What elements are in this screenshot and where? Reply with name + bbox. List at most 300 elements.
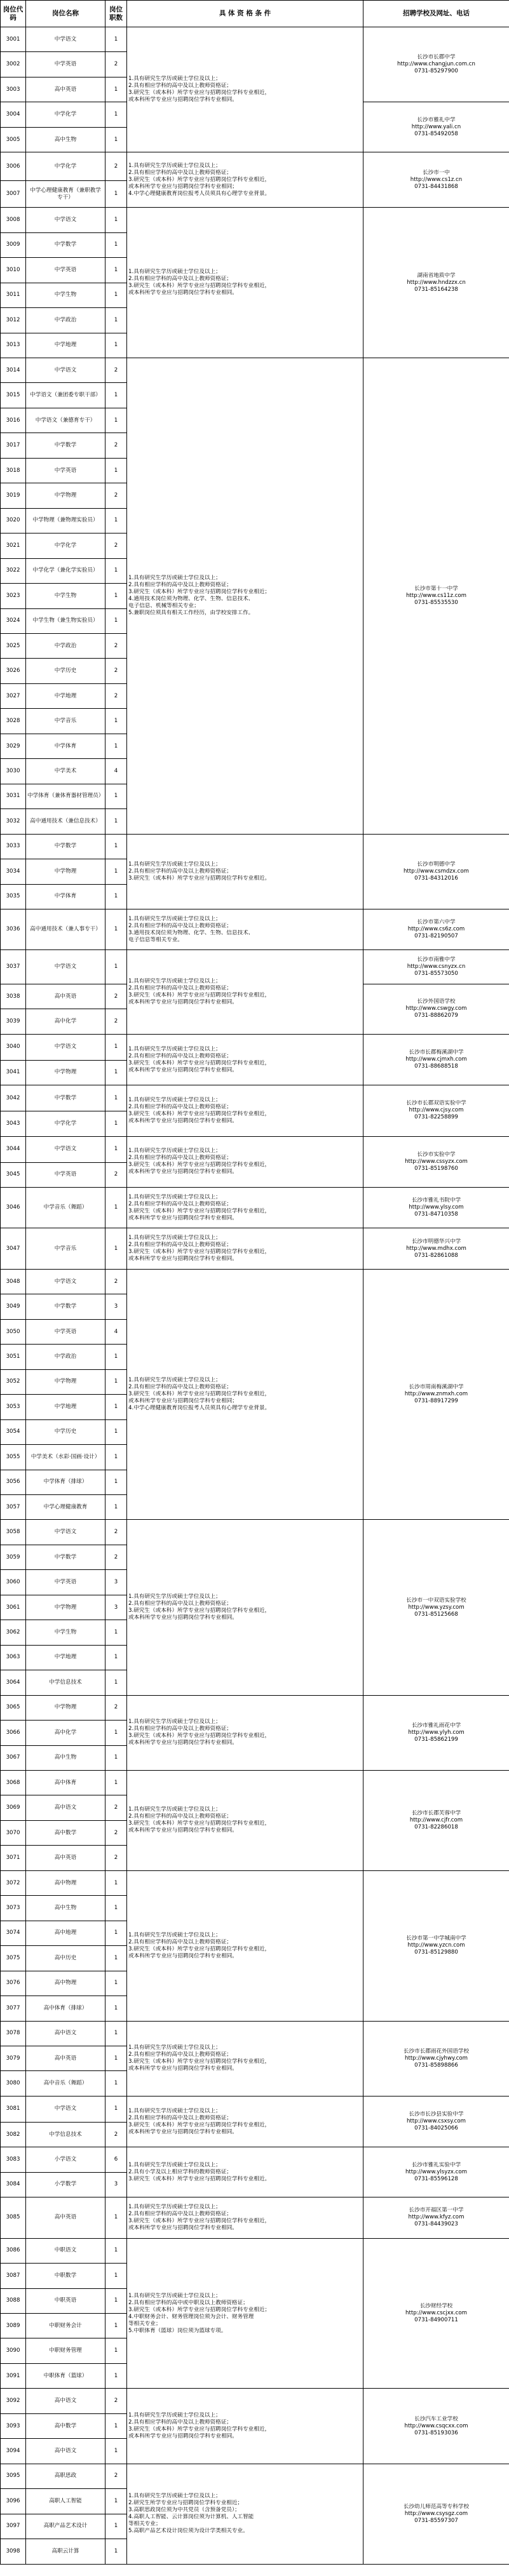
requirement-line: 1.具有研究生学历或硕士学位及以上； (128, 1593, 221, 1600)
school-name: 长沙外国语学校 (417, 998, 456, 1005)
post-code: 3024 (1, 608, 26, 633)
school-cell (363, 1695, 509, 1770)
post-name: 高中通用技术（兼信息技术） (26, 809, 105, 834)
post-name: 中学地理 (26, 1395, 105, 1419)
post-code: 3050 (1, 1319, 26, 1344)
requirement-line: 1.具有研究生学历或硕士学位及以上； (128, 1045, 221, 1052)
post-code: 3067 (1, 1745, 26, 1770)
requirement-line: 1.具有研究生学历或硕士学位及以上； (128, 2107, 221, 2114)
post-count: 1 (105, 2288, 127, 2313)
table-row (1, 208, 509, 232)
post-code: 3012 (1, 308, 26, 333)
post-name: 中学地理 (26, 333, 105, 358)
school-url[interactable]: http://www.csmdzx.com (403, 868, 470, 875)
post-name: 高职产品艺术设计 (26, 2514, 105, 2539)
post-count: 1 (105, 584, 127, 608)
school-name: 长沙市实验中学 (417, 1151, 456, 1158)
requirement-line: 4.通用技术岗位须为物理、化学、生物、信息技术、 (128, 596, 254, 603)
post-code: 3023 (1, 584, 26, 608)
school-name: 长沙市第十一中学 (414, 585, 458, 592)
requirement-line: 2.具有相应学科的高中及以上教师资格证； (128, 1242, 232, 1249)
post-name: 中学心理健康教育 (26, 1495, 105, 1520)
requirements-cell (127, 358, 363, 835)
requirement-line: 3.研究生（或本科）所学专业应与招聘岗位学科专业相近， (128, 1607, 271, 1614)
post-name: 中学语文 (26, 358, 105, 383)
post-code: 3007 (1, 180, 26, 207)
school-name: 长沙市开福区第一中学 (409, 2207, 464, 2214)
post-code: 3028 (1, 709, 26, 734)
requirement-line: 4.高职人工智能、云计算岗位须为计算机、人工智能 (128, 2514, 254, 2521)
requirement-line: 3.研究生（或本科）所学专业应与招聘岗位学科专业相近， (128, 283, 271, 290)
post-name: 中学化学 (26, 1111, 105, 1136)
school-cell (363, 2096, 509, 2147)
post-name: 中学生物 (26, 1620, 105, 1645)
post-count: 3 (105, 1294, 127, 1319)
table-row (1, 2147, 509, 2172)
requirement-line: 2.具有相应学科的高中及以上教师资格证； (128, 582, 232, 589)
school-url[interactable]: http://www.cjmxh.com (405, 1056, 467, 1063)
school-cell (363, 358, 509, 835)
post-count: 2 (105, 2464, 127, 2488)
post-code: 3084 (1, 2172, 26, 2197)
requirement-line: 1.具有研究生学历或硕士学位及以上； (128, 162, 221, 169)
requirement-line: 3.研究生（或本科）所学专业应与招聘岗位学科专业相近。 (128, 2175, 271, 2182)
post-name: 中学音乐 (26, 709, 105, 734)
table-row (1, 1188, 509, 1228)
school-url[interactable]: http://www.cssyzx.com (405, 1158, 468, 1165)
post-name: 中学化学 (26, 102, 105, 127)
requirement-line: 3.研究生（或本科）所学专业应与招聘岗位学科专业相近， (128, 2058, 271, 2065)
school-cell (363, 1520, 509, 1695)
requirement-line: 2.具有相应学科的高中及以上教师资格证； (128, 1938, 232, 1945)
table-row (1, 834, 509, 859)
school-phone: 0731-88688518 (414, 1063, 458, 1070)
school-url[interactable]: http://www.ylsyzx.com (405, 2168, 468, 2175)
post-code: 3047 (1, 1228, 26, 1269)
school-phone: 0731-88862079 (414, 1012, 458, 1019)
post-count: 2 (105, 659, 127, 683)
post-code: 3063 (1, 1645, 26, 1670)
school-name: 长沙市明德中学 (417, 861, 456, 868)
post-code: 3091 (1, 2363, 26, 2388)
requirement-line: 或本科所学专业应与招聘岗位学科专业相同。 (128, 1214, 238, 1221)
school-url[interactable]: http://www.cswgy.com (405, 1005, 467, 1012)
requirement-line: 3.高职思政岗位须为中共党员（含预备党员）； (128, 2507, 240, 2514)
post-code: 3030 (1, 759, 26, 784)
post-code: 3051 (1, 1345, 26, 1369)
requirement-line: 或本科所学专业应与招聘岗位学科专业相同。 (128, 999, 238, 1006)
post-name: 高中体育（排球） (26, 1996, 105, 2021)
school-cell (363, 1771, 509, 1871)
post-count: 2 (105, 533, 127, 558)
school-url[interactable]: http://www.yzcn.com (407, 1942, 465, 1949)
post-code: 3034 (1, 859, 26, 884)
post-code: 3068 (1, 1771, 26, 1795)
requirement-line: 2.具有相应学科的高中及以上教师资格证； (128, 83, 232, 90)
post-name: 小学语文 (26, 2147, 105, 2172)
requirement-line: 2.具有相应学科的高中及以上教师资格证； (128, 2051, 232, 2058)
post-count: 1 (105, 709, 127, 734)
school-url[interactable]: http://www.cs6z.com (407, 926, 465, 933)
school-url[interactable]: http://www.cscjxx.com (405, 2310, 467, 2317)
post-code: 3080 (1, 2071, 26, 2096)
post-count: 1 (105, 232, 127, 257)
school-name: 长沙市雅礼实验中学 (411, 2161, 461, 2168)
post-count: 1 (105, 734, 127, 758)
school-url[interactable]: http://www.hndzzx.cn (407, 279, 466, 286)
post-name: 中学数学 (26, 1545, 105, 1569)
school-phone: 0731-85125668 (414, 1611, 458, 1618)
requirement-line: 3.研究生（或本科）所学专业应与招聘岗位学科专业相近， (128, 1945, 271, 1952)
school-cell (363, 909, 509, 950)
table-row (1, 909, 509, 950)
post-name: 高中数学 (26, 2413, 105, 2438)
requirements-cell (127, 27, 363, 152)
requirement-line: 或本科所学专业应与招聘岗位学科专业相同。 (128, 1066, 238, 1073)
post-count: 1 (105, 859, 127, 884)
table-row (1, 2096, 509, 2122)
post-name: 中学语文 (26, 1520, 105, 1545)
school-url[interactable]: http://www.znmxh.com (404, 1391, 468, 1398)
school-name: 长沙市周南梅溪湖中学 (409, 1384, 464, 1391)
post-code: 3059 (1, 1545, 26, 1569)
post-code: 3064 (1, 1670, 26, 1695)
requirement-line: 2.具有相应学科的高中及以上教师资格证； (128, 276, 232, 283)
post-code: 3090 (1, 2338, 26, 2363)
post-count: 1 (105, 1996, 127, 2021)
post-count: 2 (105, 1009, 127, 1034)
post-name: 高中英语 (26, 2197, 105, 2238)
post-name: 中学体育 (26, 734, 105, 758)
requirement-line: 或本科所学专业应与招聘岗位学科专业相同； (128, 1398, 238, 1405)
school-name: 长沙市雅礼中学 (417, 116, 456, 123)
post-name: 高中语文 (26, 2439, 105, 2464)
header-num: 岗位职数 (105, 1, 127, 27)
table-row (1, 1228, 509, 1269)
school-cell (363, 1870, 509, 2021)
post-count: 1 (105, 1896, 127, 1921)
post-name: 高中化学 (26, 1721, 105, 1745)
post-code: 3057 (1, 1495, 26, 1520)
post-count: 1 (105, 127, 127, 152)
post-name: 中学政治 (26, 308, 105, 333)
requirement-line: 2.具有相应学科的高中及以上教师资格证； (128, 1600, 232, 1607)
school-cell (363, 1085, 509, 1136)
school-url[interactable]: http://www.cjfr.com (409, 1816, 463, 1823)
post-name: 高中英语 (26, 984, 105, 1009)
school-phone: 0731-85297900 (414, 68, 458, 75)
school-url[interactable]: http://www.mdhx.com (406, 1245, 466, 1252)
post-name: 中学生物 (26, 283, 105, 307)
post-count: 1 (105, 1419, 127, 1444)
school-phone: 0731-85198760 (414, 1165, 458, 1172)
post-name: 中学地理 (26, 1645, 105, 1670)
post-name: 中学化学 (26, 533, 105, 558)
requirement-line: 或本科所学专业应与招聘岗位学科专业相同。 (128, 1740, 238, 1747)
school-phone: 0731-85193036 (414, 2429, 458, 2436)
post-count: 1 (105, 1645, 127, 1670)
requirement-line: 4.中学心理健康教育岗位报考人员须具有心理学专业背景。 (128, 190, 271, 197)
post-code: 3096 (1, 2489, 26, 2514)
post-code: 3066 (1, 1721, 26, 1745)
table-row (1, 1136, 509, 1162)
post-count: 1 (105, 1136, 127, 1162)
requirement-line: 5.兼职岗位须具有相关工作经历，由学校安排工作。 (128, 610, 254, 617)
requirement-line: 3.研究生（或本科）所学专业应与招聘岗位学科专业相近， (128, 1059, 271, 1066)
table-row (1, 358, 509, 383)
post-count: 2 (105, 1520, 127, 1545)
school-name: 长沙市长郡梅溪湖中学 (409, 1049, 464, 1056)
requirements-cell (127, 2197, 363, 2238)
post-count: 1 (105, 1771, 127, 1795)
post-code: 3039 (1, 1009, 26, 1034)
post-count: 2 (105, 433, 127, 458)
school-url[interactable]: http://www.csysgz.com (404, 2510, 468, 2517)
requirements-cell (127, 909, 363, 950)
post-code: 3037 (1, 950, 26, 984)
school-url[interactable]: http://www.kfyz.com (408, 2214, 465, 2221)
requirement-line: 1.具有研究生学历或硕士学位及以上； (128, 1235, 221, 1242)
post-name: 中学历史 (26, 659, 105, 683)
post-code: 3052 (1, 1369, 26, 1394)
post-count: 1 (105, 1670, 127, 1695)
post-name: 中职语文 (26, 2238, 105, 2263)
post-name: 中学体育（兼体育器材管理员） (26, 784, 105, 808)
requirement-line: 1.具有研究生学历或硕士学位及以上； (128, 1096, 221, 1103)
post-count: 1 (105, 1060, 127, 1085)
post-code: 3077 (1, 1996, 26, 2021)
post-code: 3078 (1, 2021, 26, 2046)
post-count: 1 (105, 2046, 127, 2070)
requirement-line: 1.具有研究生学历或硕士学位及以上； (128, 269, 221, 276)
post-name: 中学数学 (26, 232, 105, 257)
requirement-line: 2.具有相应学科的高中及以上教师资格证； (128, 922, 232, 929)
post-code: 3025 (1, 634, 26, 659)
requirement-line: 3.研究生（或本科）所学专业应与招聘岗位学科专业相近， (128, 1733, 271, 1740)
school-phone: 0731-85535530 (414, 599, 458, 606)
header-code: 岗位代码 (1, 1, 26, 27)
post-code: 3083 (1, 2147, 26, 2172)
post-code: 3087 (1, 2264, 26, 2288)
post-name: 中学数学 (26, 433, 105, 458)
school-phone: 0731-82258899 (414, 1114, 458, 1121)
post-count: 3 (105, 1570, 127, 1595)
table-row (1, 2389, 509, 2413)
header-school: 招聘学校及网址、电话 (363, 1, 509, 27)
post-count: 1 (105, 2413, 127, 2438)
requirement-line: 或本科所学专业应与招聘岗位学科专业相同。 (128, 2433, 238, 2440)
post-count: 1 (105, 258, 127, 283)
requirement-line: 1.具有研究生学历或硕士学位及以上； (128, 1806, 221, 1813)
school-name: 长沙市南雅中学 (417, 956, 456, 963)
requirements-cell (127, 1870, 363, 2021)
school-name: 长沙市长沙县实验中学 (409, 2111, 464, 2118)
post-count: 1 (105, 2264, 127, 2288)
post-count: 1 (105, 2363, 127, 2388)
post-code: 3054 (1, 1419, 26, 1444)
post-code: 3010 (1, 258, 26, 283)
post-name: 中学英语 (26, 258, 105, 283)
post-name: 高职思政 (26, 2464, 105, 2488)
school-phone: 0731-88917299 (414, 1398, 458, 1405)
post-name: 中学语文 (26, 1269, 105, 1294)
school-url[interactable]: http://www.ylyh.com (408, 1729, 465, 1736)
school-phone: 0731-82190507 (414, 933, 458, 940)
post-name: 中学体育（排球） (26, 1470, 105, 1494)
table-row (1, 2238, 509, 2263)
header-requirements: 具 体 资 格 条 件 (127, 1, 363, 27)
school-url[interactable]: http://www.changjun.com.cn (397, 61, 475, 68)
post-name: 中学物理 (26, 1369, 105, 1394)
post-code: 3016 (1, 408, 26, 433)
post-count: 2 (105, 634, 127, 659)
school-phone: 0731-84710358 (414, 1211, 458, 1218)
post-name: 中学心理健康教育（兼职教学专干） (26, 180, 105, 207)
requirement-line: 或本科所学专业应与招聘岗位学科专业相同。 (128, 1169, 238, 1176)
requirement-line: 或本科所学专业应与招聘岗位学科专业相同。 (128, 97, 238, 104)
school-url[interactable]: http://www.yzsy.com (408, 1604, 465, 1611)
post-count: 1 (105, 2314, 127, 2338)
school-url[interactable]: http://www.csnyzx.cn (407, 963, 466, 970)
post-code: 3040 (1, 1034, 26, 1060)
requirement-line: 1.具有研究生学历或硕士学位及以上； (128, 915, 221, 922)
school-cell (363, 1228, 509, 1269)
table-row (1, 1520, 509, 1545)
post-count: 1 (105, 2489, 127, 2514)
post-name: 高中生物 (26, 1745, 105, 1770)
post-code: 3049 (1, 1294, 26, 1319)
post-name: 中学语文（兼团委专职干部） (26, 383, 105, 408)
post-count: 1 (105, 308, 127, 333)
table-row (1, 1269, 509, 1294)
post-name: 中学数学 (26, 1085, 105, 1111)
post-name: 中学物理（兼物理实验员） (26, 508, 105, 533)
post-count: 2 (105, 483, 127, 508)
post-name: 高中语文 (26, 2021, 105, 2046)
post-name: 中学语文 (26, 950, 105, 984)
post-count: 2 (105, 1269, 127, 1294)
post-count: 1 (105, 1470, 127, 1494)
school-url[interactable]: http://www.ylsy.com (409, 1204, 464, 1211)
school-phone: 0731-85597307 (414, 2517, 458, 2524)
post-code: 3046 (1, 1188, 26, 1228)
post-count: 1 (105, 2338, 127, 2363)
requirement-line: 1.具有研究生学历或硕士学位及以上； (128, 1377, 221, 1384)
post-name: 高中化学 (26, 1009, 105, 1034)
table-row (1, 152, 509, 181)
post-count: 1 (105, 1445, 127, 1470)
requirement-line: 或本科所学专业应与招聘岗位学科专业相同。 (128, 290, 238, 297)
requirement-line: 3.通用技术岗位须为物理、化学、生物、信息技术、 (128, 929, 254, 936)
requirement-line: 2.具有相应学科的高中或中职及以上教师资格证； (128, 2299, 248, 2306)
school-url[interactable]: http://www.cjsy.com (409, 1107, 464, 1114)
school-name: 长沙市长郡中学 (417, 54, 456, 61)
requirement-line: 等相关专业； (128, 2320, 161, 2327)
post-code: 3006 (1, 152, 26, 181)
post-code: 3042 (1, 1085, 26, 1111)
school-url[interactable]: http://www.csxsy.com (406, 2118, 466, 2125)
post-name: 中学音乐（舞蹈） (26, 1188, 105, 1228)
post-count: 1 (105, 1870, 127, 1895)
school-url[interactable]: http://www.cs11z.com (405, 592, 467, 599)
requirements-cell (127, 2021, 363, 2096)
post-name: 高中物理 (26, 1971, 105, 1996)
post-name: 高中生物 (26, 1896, 105, 1921)
school-cell (363, 1188, 509, 1228)
post-name: 高中音乐（舞蹈） (26, 2071, 105, 2096)
school-cell (363, 984, 509, 1034)
post-name: 中职英语 (26, 2288, 105, 2313)
post-code: 3045 (1, 1162, 26, 1187)
school-url[interactable]: http://www.csqcxx.com (404, 2422, 468, 2429)
post-count: 1 (105, 1188, 127, 1228)
school-cell (363, 2197, 509, 2238)
post-count: 1 (105, 2238, 127, 2263)
post-code: 3005 (1, 127, 26, 152)
school-phone: 0731-84431868 (414, 183, 458, 190)
requirement-line: 3.研究生（或本科）所学专业应与招聘岗位学科专业相近， (128, 2217, 271, 2224)
post-count: 2 (105, 683, 127, 708)
post-count: 1 (105, 1495, 127, 1520)
post-name: 中学语文 (26, 1136, 105, 1162)
post-code: 3076 (1, 1971, 26, 1996)
school-url[interactable]: http://www.yali.cn (411, 123, 461, 130)
post-name: 中学信息技术 (26, 2122, 105, 2147)
post-count: 1 (105, 909, 127, 950)
post-name: 中学信息技术 (26, 1670, 105, 1695)
post-code: 3065 (1, 1695, 26, 1720)
post-name: 中学历史 (26, 1419, 105, 1444)
school-url[interactable]: http://www.cs1z.cn (410, 176, 463, 183)
post-count: 2 (105, 1820, 127, 1845)
requirement-line: 2.具有相应学科的高中及以上教师资格证； (128, 1384, 232, 1391)
post-name: 高中生物 (26, 127, 105, 152)
post-count: 2 (105, 2389, 127, 2413)
requirements-cell (127, 2464, 363, 2564)
post-code: 3035 (1, 884, 26, 909)
post-code: 3085 (1, 2197, 26, 2238)
post-count: 2 (105, 1545, 127, 1569)
post-code: 3013 (1, 333, 26, 358)
post-count: 1 (105, 2539, 127, 2564)
post-code: 3041 (1, 1060, 26, 1085)
table-header-row (1, 1, 509, 27)
requirement-line: 或本科所学专业应与招聘岗位学科专业相同； (128, 183, 238, 190)
post-count: 1 (105, 950, 127, 984)
post-code: 3055 (1, 1445, 26, 1470)
post-name: 中学生物 (26, 584, 105, 608)
post-count: 1 (105, 383, 127, 408)
school-cell (363, 208, 509, 358)
post-code: 3056 (1, 1470, 26, 1494)
school-url[interactable]: http://www.cjyhwy.com (405, 2055, 468, 2062)
school-name: 长沙市一中 (423, 169, 450, 176)
table-row (1, 1771, 509, 1795)
post-name: 高中体育 (26, 1771, 105, 1795)
post-count: 2 (105, 1795, 127, 1820)
post-count: 1 (105, 208, 127, 232)
post-name: 高中英语 (26, 1846, 105, 1870)
requirement-line: 2.具有相应学科的高中及以上教师资格证； (128, 868, 232, 875)
requirement-line: 3.研究生（或本科）所学专业应与招聘岗位学科专业相近， (128, 1391, 271, 1398)
school-cell (363, 2389, 509, 2464)
requirement-line: 2.具有相应学科的高中及以上教师资格证； (128, 2114, 232, 2121)
post-count: 1 (105, 834, 127, 859)
school-phone: 0731-85164238 (414, 286, 458, 293)
post-name: 中职财务管理 (26, 2338, 105, 2363)
requirements-cell (127, 1034, 363, 1085)
requirements-cell (127, 2238, 363, 2389)
